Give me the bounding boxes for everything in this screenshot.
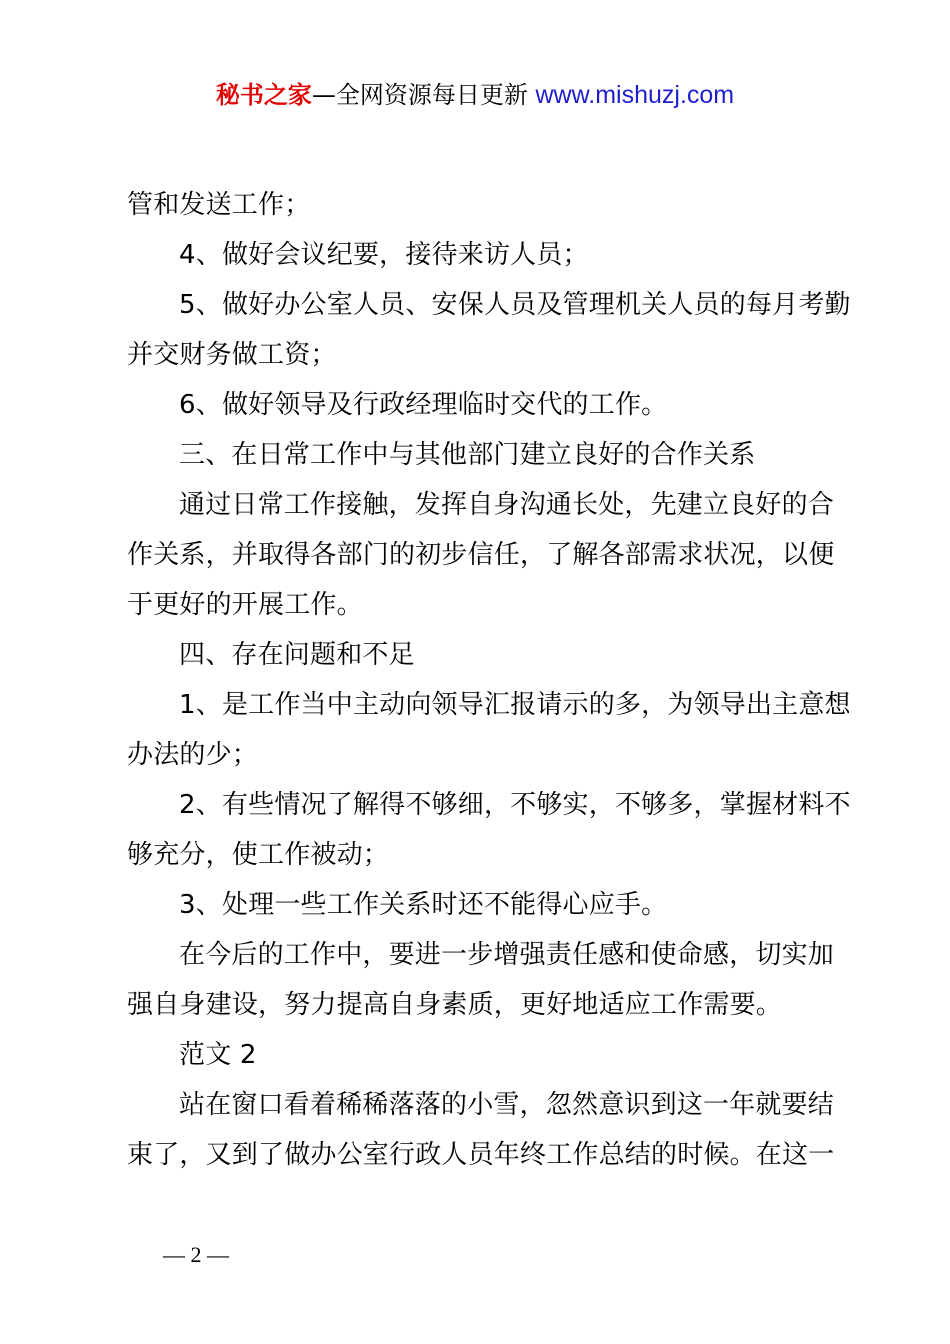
text-line: 5、做好办公室人员、安保人员及管理机关人员的每月考勤 — [179, 290, 851, 320]
text-line: 够充分，使工作被动； — [127, 840, 390, 870]
text-line: 并交财务做工资； — [127, 340, 337, 370]
text-line: 强自身建设，努力提高自身素质，更好地适应工作需要。 — [127, 990, 783, 1020]
text-line: 于更好的开展工作。 — [127, 590, 363, 620]
text-line: 1、是工作当中主动向领导汇报请示的多，为领导出主意想 — [179, 690, 851, 720]
section-heading: 四、存在问题和不足 — [179, 640, 415, 670]
section-heading: 三、在日常工作中与其他部门建立良好的合作关系 — [179, 440, 756, 470]
text-line: 作关系，并取得各部门的初步信任，了解各部需求状况，以便 — [127, 540, 835, 570]
text-line: 在今后的工作中，要进一步增强责任感和使命感，切实加 — [179, 940, 835, 970]
text-line: 3、处理一些工作关系时还不能得心应手。 — [179, 890, 668, 920]
text-line: 2、有些情况了解得不够细，不够实，不够多，掌握材料不 — [179, 790, 851, 820]
text-line: 站在窗口看着稀稀落落的小雪，忽然意识到这一年就要结 — [179, 1090, 835, 1120]
document-body — [127, 180, 851, 1180]
site-brand: 秘书之家 — [215, 81, 312, 109]
site-url[interactable]: www.mishuzj.com — [535, 81, 735, 109]
text-line: 管和发送工作； — [127, 190, 311, 220]
sample-heading: 范文 2 — [179, 1040, 257, 1070]
site-tagline: —全网资源每日更新 — [311, 81, 536, 109]
text-line: 通过日常工作接触，发挥自身沟通长处，先建立良好的合 — [179, 490, 835, 520]
text-line: 4、做好会议纪要，接待来访人员； — [179, 240, 589, 270]
text-line: 办法的少； — [127, 740, 259, 770]
text-line: 6、做好领导及行政经理临时交代的工作。 — [179, 390, 668, 420]
page-header — [0, 78, 950, 112]
page-number: — 2 — — [163, 1242, 229, 1267]
text-line: 束了，又到了做办公室行政人员年终工作总结的时候。在这一 — [127, 1140, 835, 1170]
